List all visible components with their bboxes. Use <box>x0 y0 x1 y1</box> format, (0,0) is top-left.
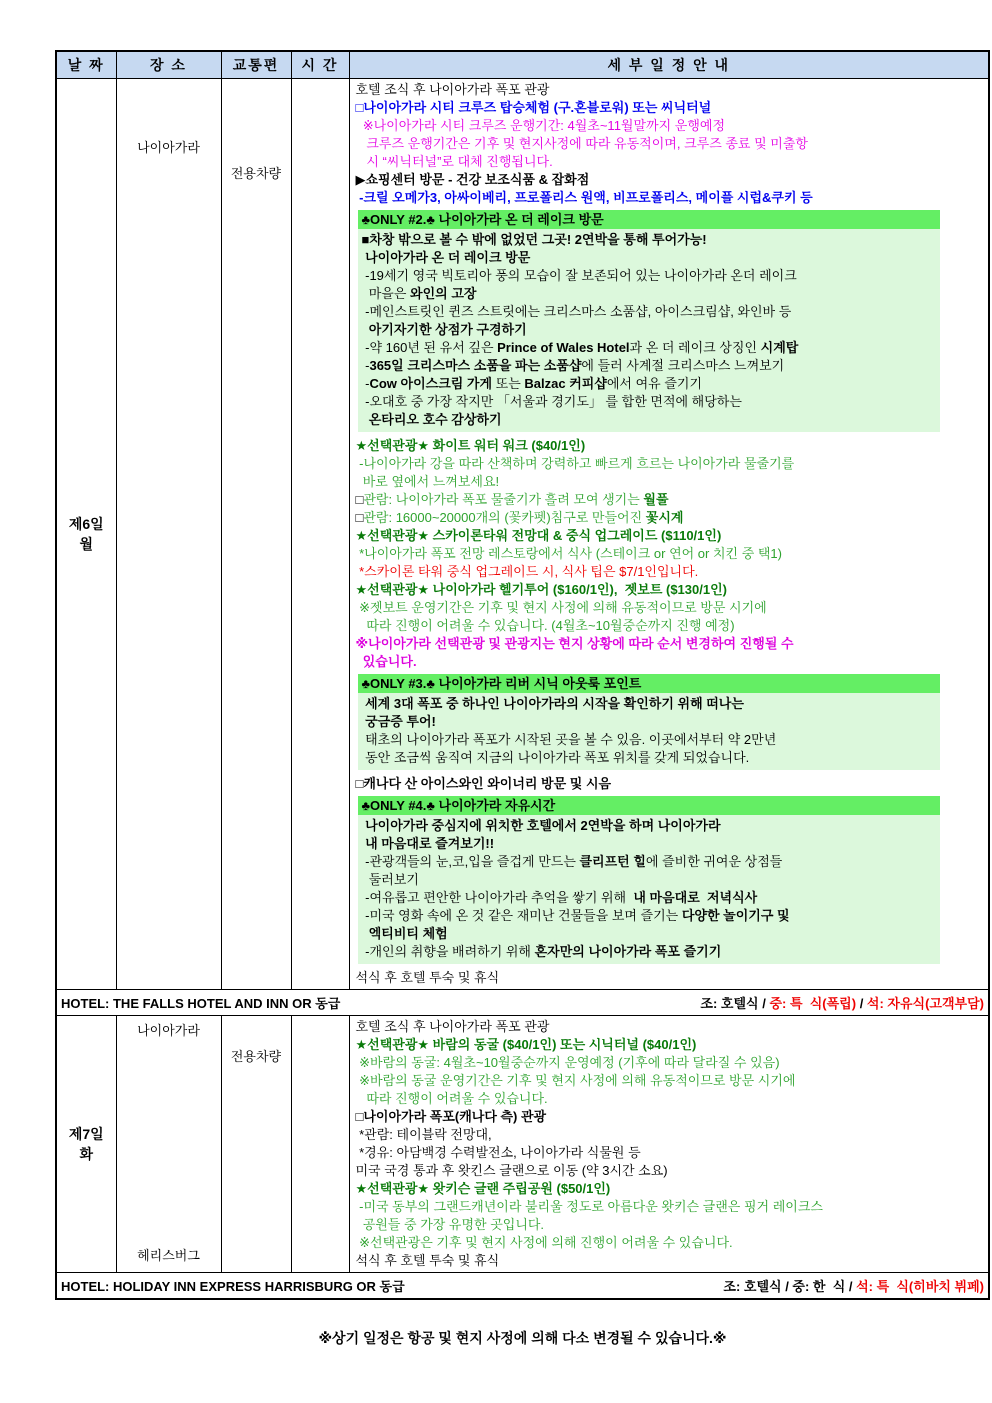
text-segment: / <box>856 996 867 1011</box>
content-line <box>356 1108 987 1126</box>
itinerary-table <box>55 50 990 1300</box>
text-segment: 나이아가라 온 더 레이크 방문 <box>361 250 531 265</box>
text-segment: □캐나다 산 아이스와인 와이너리 방문 및 시음 <box>355 776 612 791</box>
text-segment: 혼자만의 나이아가라 폭포 즐기기 <box>534 944 722 959</box>
text-segment: □ <box>355 492 364 507</box>
text-segment: -메인스트릿인 퀸즈 스트릿에는 크리스마스 소품샵, 아이스크림샵, 와인바 등 <box>361 304 792 319</box>
content-line <box>356 1054 987 1072</box>
content-line <box>356 1198 987 1216</box>
content-line <box>356 617 987 635</box>
content-line <box>356 1252 987 1270</box>
text-segment: 내 마음대로 즐겨보기!! <box>361 836 495 851</box>
highlight-box <box>358 674 941 770</box>
text-segment: 시 “씨닉터널”로 대체 진행됩니다. <box>355 154 553 169</box>
text-segment: Prince of Wales Hotel <box>497 340 630 355</box>
text-segment: 세계 3대 폭포 중 하나인 나이아가라의 시작을 확인하기 위해 떠나는 <box>361 696 744 711</box>
content-line <box>356 171 987 189</box>
day6-transport: 전용차량 <box>230 166 282 181</box>
text-segment: ★선택관광★ 왓키슨 글랜 주립공원 ($50/1인) <box>355 1181 611 1196</box>
content-line <box>362 339 937 357</box>
hotel2-meals <box>723 1276 984 1295</box>
day6-transport-cell <box>221 79 291 990</box>
column-header-transport: 교통편 <box>221 51 291 79</box>
content-line <box>362 907 937 925</box>
content-line <box>356 545 987 563</box>
text-segment: 석식 후 호텔 투숙 및 휴식 <box>355 970 500 985</box>
text-segment: 호텔 조식 후 나이아가라 폭포 관광 <box>355 82 550 97</box>
content-line <box>362 231 937 249</box>
text-segment: -19세기 영국 빅토리아 풍의 모습이 잘 보존되어 있는 나이아가라 온더 레이크 <box>361 268 797 283</box>
text-segment: 관람: 16000~20000개의 (꽃카펫)침구로 만들어진 <box>363 510 646 525</box>
text-segment: / <box>762 996 770 1011</box>
day7-detail-cell <box>349 1016 989 1273</box>
day7-date: 제7일 <box>68 1126 104 1142</box>
text-segment: ※바람의 동굴: 4월초~10월중순까지 운영예정 (기후에 따라 달라질 수 있음) <box>355 1055 780 1070</box>
content-line <box>356 437 987 455</box>
hotel1-meals <box>700 993 984 1012</box>
text-segment: ■차창 밖으로 볼 수 밖에 없었던 그곳! 2연박을 통해 투어가능! <box>361 232 707 247</box>
text-segment: 엑티비티 체험 <box>361 926 448 941</box>
content-line <box>356 527 987 545</box>
content-line <box>362 357 937 375</box>
text-segment: 에 즐비한 귀여운 상점들 <box>645 854 783 869</box>
text-segment: 월풀 <box>643 492 669 507</box>
table-header-row <box>56 51 989 79</box>
content-line <box>362 303 937 321</box>
content-line <box>362 267 937 285</box>
text-segment: 둘러보기 <box>361 872 419 887</box>
content-line <box>356 1162 987 1180</box>
content-line <box>362 285 937 303</box>
highlight-box-title: ♣ONLY #2.♣ 나이아가라 온 더 레이크 방문 <box>358 210 941 229</box>
content-line <box>356 81 987 99</box>
text-segment: 따라 진행이 어려울 수 있습니다. <box>355 1091 548 1106</box>
content-line <box>362 853 937 871</box>
content-line <box>356 1072 987 1090</box>
text-segment: 미국 국경 통과 후 왓킨스 글랜으로 이동 (약 3시간 소요) <box>355 1163 668 1178</box>
text-segment: 따라 진행이 어려울 수 있습니다. (4월초~10월중순까지 진행 예정) <box>355 618 735 633</box>
content-line <box>356 455 987 473</box>
text-segment: Balzac 커피샵 <box>524 376 607 391</box>
hotel2-cell <box>56 1273 989 1300</box>
content-line <box>362 393 937 411</box>
content-line <box>356 135 987 153</box>
day7-time-cell <box>291 1016 349 1273</box>
day7-weekday: 화 <box>79 1146 94 1162</box>
content-line <box>356 117 987 135</box>
text-segment: -미국 영화 속에 온 것 같은 재미난 건물들을 보며 즐기는 <box>361 908 682 923</box>
day6-place: 나이아가라 <box>137 140 200 155</box>
footer-note: ※상기 일정은 항공 및 현지 사정에 의해 다소 변경될 수 있습니다.※ <box>318 1330 727 1346</box>
content-line <box>356 1036 987 1054</box>
content-line <box>362 835 937 853</box>
content-line <box>356 509 987 527</box>
day6-place-cell <box>116 79 221 990</box>
highlight-box <box>358 796 941 964</box>
highlight-box-body <box>358 693 941 770</box>
highlight-box-title: ♣ONLY #3.♣ 나이아가라 리버 시닉 아웃룩 포인트 <box>358 674 941 693</box>
content-line <box>356 153 987 171</box>
text-segment: 석: 특 식(히바치 뷔페) <box>856 1279 984 1294</box>
highlight-box <box>358 210 941 432</box>
content-line <box>362 925 937 943</box>
content-line <box>362 749 937 767</box>
content-line <box>356 189 987 207</box>
text-segment: ※선택관광은 기후 및 현지 사정에 의해 진행이 어려울 수 있습니다. <box>355 1235 733 1250</box>
text-segment: 와인의 고장 <box>410 286 477 301</box>
content-line <box>362 871 937 889</box>
text-segment: ▶쇼핑센터 방문 - 건강 보조식품 & 잡화점 <box>355 172 590 187</box>
text-segment: ※나이아가라 시티 크루즈 운행기간: 4월초~11월말까지 운행예정 <box>355 118 726 133</box>
text-segment: □나이아가라 시티 크루즈 탑승체험 (구.혼블로워) 또는 씨닉터널 <box>355 100 712 115</box>
text-segment: -크릴 오메가3, 아싸이베리, 프로폴리스 원액, 비프로폴리스, 메이플 시럽&쿠키 등 <box>355 190 813 205</box>
hotel1-name: HOTEL: THE FALLS HOTEL AND INN OR 동급 <box>61 996 341 1011</box>
text-segment: 에서 여유 즐기기 <box>606 376 703 391</box>
hotel1-cell <box>56 990 989 1016</box>
content-line <box>362 321 937 339</box>
text-segment: 동안 조금씩 움직여 지금의 나이아가라 폭포 위치를 갖게 되었습니다. <box>361 750 750 765</box>
text-segment: -여유롭고 편안한 나이아가라 추억을 쌓기 위해 <box>361 890 634 905</box>
text-segment: ※나이아가라 선택관광 및 관광지는 현지 상황에 따라 순서 변경하여 진행될 수 <box>355 636 794 651</box>
column-header-place: 장 소 <box>116 51 221 79</box>
text-segment: ★선택관광★ 바람의 동굴 ($40/1인) 또는 시닉터널 ($40/1인) <box>355 1037 697 1052</box>
hotel-row-2 <box>56 1273 989 1300</box>
text-segment: 중: 특 식(폭립) <box>769 996 857 1011</box>
text-segment: *경유: 아담백경 수력발전소, 나이아가라 식물원 등 <box>355 1145 641 1160</box>
day7-transport: 전용차량 <box>230 1049 282 1064</box>
content-line <box>356 1234 987 1252</box>
day6-date: 제6일 <box>68 516 104 532</box>
day7-date-cell <box>56 1016 116 1273</box>
content-line <box>362 817 937 835</box>
content-line <box>356 473 987 491</box>
text-segment: 태초의 나이아가라 폭포가 시작된 곳을 볼 수 있음. 이곳에서부터 약 2만년 <box>361 732 777 747</box>
text-segment: □ <box>355 510 364 525</box>
content-line <box>362 943 937 961</box>
hotel2-name: HOTEL: HOLIDAY INN EXPRESS HARRISBURG OR 동급 <box>61 1279 405 1294</box>
text-segment: 석식 후 호텔 투숙 및 휴식 <box>355 1253 500 1268</box>
text-segment: 클리프턴 힐 <box>579 854 646 869</box>
column-header-date: 날 짜 <box>56 51 116 79</box>
hotel-row-1 <box>56 990 989 1016</box>
text-segment: □나이아가라 폭포(캐나다 측) 관광 <box>355 1109 547 1124</box>
content-line <box>362 889 937 907</box>
text-segment: -오대호 중 가장 작지만 「서울과 경기도」 를 합한 면적에 해당하는 <box>361 394 742 409</box>
content-line <box>356 775 987 793</box>
content-line <box>356 1216 987 1234</box>
text-segment: 내 마음대로 저녁식사 <box>633 890 758 905</box>
content-line <box>362 713 937 731</box>
text-segment: 다양한 놀이기구 및 <box>681 908 790 923</box>
day7-schedule-content <box>356 1018 987 1270</box>
text-segment: 나이아가라 중심지에 위치한 호텔에서 2연박을 하며 나이아가라 <box>361 818 721 833</box>
text-segment: *관람: 테이블락 전망대, <box>355 1127 492 1142</box>
text-segment: 있습니다. <box>355 654 417 669</box>
day7-place-bottom: 헤리스버그 <box>137 1248 200 1263</box>
text-segment: -관광객들의 눈,코,입을 즐겁게 만드는 <box>361 854 580 869</box>
text-segment: 365일 크리스마스 소품을 파는 소품샵 <box>369 358 582 373</box>
text-segment: 온타리오 호수 감상하기 <box>361 412 502 427</box>
highlight-box-body <box>358 229 941 432</box>
highlight-box-title: ♣ONLY #4.♣ 나이아가라 자유시간 <box>358 796 941 815</box>
content-line <box>356 1018 987 1036</box>
day7-place-cell <box>116 1016 221 1273</box>
content-line <box>362 411 937 429</box>
day6-row <box>56 79 989 990</box>
column-header-schedule: 세 부 일 정 안 내 <box>349 51 989 79</box>
content-line <box>356 599 987 617</box>
day7-row <box>56 1016 989 1273</box>
content-line <box>356 1180 987 1198</box>
content-line <box>362 375 937 393</box>
text-segment: - <box>361 376 370 391</box>
text-segment: 호텔 조식 후 나이아가라 폭포 관광 <box>355 1019 550 1034</box>
text-segment: 석: 자유식(고객부담) <box>866 996 984 1011</box>
text-segment: 바로 옆에서 느껴보세요! <box>355 474 500 489</box>
content-line <box>356 1090 987 1108</box>
content-line <box>362 249 937 267</box>
content-line <box>356 653 987 671</box>
text-segment: 궁금증 투어! <box>361 714 436 729</box>
content-line <box>356 1126 987 1144</box>
text-segment: 또는 <box>492 376 525 391</box>
text-segment: *나이아가라 폭포 전망 레스토랑에서 식사 (스테이크 or 연어 or 치킨 중 택1) <box>355 546 782 561</box>
text-segment: 조: 호텔식 <box>700 996 763 1011</box>
text-segment: 공원들 중 가장 유명한 곳입니다. <box>355 1217 545 1232</box>
text-segment: 관람: 나이아가라 폭포 물줄기가 흘려 모여 생기는 <box>363 492 644 507</box>
content-line <box>356 563 987 581</box>
content-line <box>356 1144 987 1162</box>
day7-place-top: 나이아가라 <box>137 1023 200 1038</box>
text-segment: - <box>361 358 370 373</box>
text-segment: 에 들러 사계절 크리스마스 느껴보기 <box>581 358 785 373</box>
text-segment: *스카이론 타워 중식 업그레이드 시, 식사 팁은 $7/1인입니다. <box>355 564 699 579</box>
text-segment: ★선택관광★ 스카이론타워 전망대 & 중식 업그레이드 ($110/1인) <box>355 528 722 543</box>
text-segment: -개인의 취향을 배려하기 위해 <box>361 944 535 959</box>
text-segment: 마을은 <box>361 286 411 301</box>
text-segment: ※바람의 동굴 운영기간은 기후 및 현지 사정에 의해 유동적이므로 방문 시기에 <box>355 1073 796 1088</box>
day6-detail-cell <box>349 79 989 990</box>
text-segment: 시계탑 <box>760 340 799 355</box>
text-segment: 꽃시계 <box>645 510 684 525</box>
content-line <box>356 969 987 987</box>
content-line <box>356 99 987 117</box>
text-segment: -나이아가라 강을 따라 산책하며 강력하고 빠르게 흐르는 나이아가라 물줄기를 <box>355 456 795 471</box>
text-segment: 과 온 더 레이크 상징인 <box>629 340 761 355</box>
text-segment: Cow 아이스크림 가게 <box>369 376 493 391</box>
day6-time-cell <box>291 79 349 990</box>
day6-weekday: 월 <box>79 536 94 552</box>
column-header-time: 시 간 <box>291 51 349 79</box>
day7-transport-cell <box>221 1016 291 1273</box>
day6-date-cell <box>56 79 116 990</box>
text-segment: ★선택관광★ 화이트 워터 워크 ($40/1인) <box>355 438 586 453</box>
content-line <box>356 491 987 509</box>
content-line <box>362 731 937 749</box>
content-line <box>362 695 937 713</box>
text-segment: -미국 동부의 그랜드캐년이라 불리울 정도로 아름다운 왓키슨 글랜은 핑거 레이크스 <box>355 1199 823 1214</box>
text-segment: 크루즈 운행기간은 기후 및 현지사정에 따라 유동적이며, 크루즈 종료 및 미출항 <box>355 136 808 151</box>
day6-schedule-content <box>356 81 987 987</box>
content-line <box>356 581 987 599</box>
highlight-box-body <box>358 815 941 964</box>
content-line <box>356 635 987 653</box>
text-segment: 조: 호텔식 / 중: 한 식 / <box>723 1279 857 1294</box>
text-segment: 아기자기한 상점가 구경하기 <box>361 322 527 337</box>
text-segment: ※젯보트 운영기간은 기후 및 현지 사정에 의해 유동적이므로 방문 시기에 <box>355 600 767 615</box>
text-segment: ★선택관광★ 나이아가라 헬기투어 ($160/1인), 젯보트 ($130/1인) <box>355 582 727 597</box>
text-segment: -약 160년 된 유서 깊은 <box>361 340 498 355</box>
